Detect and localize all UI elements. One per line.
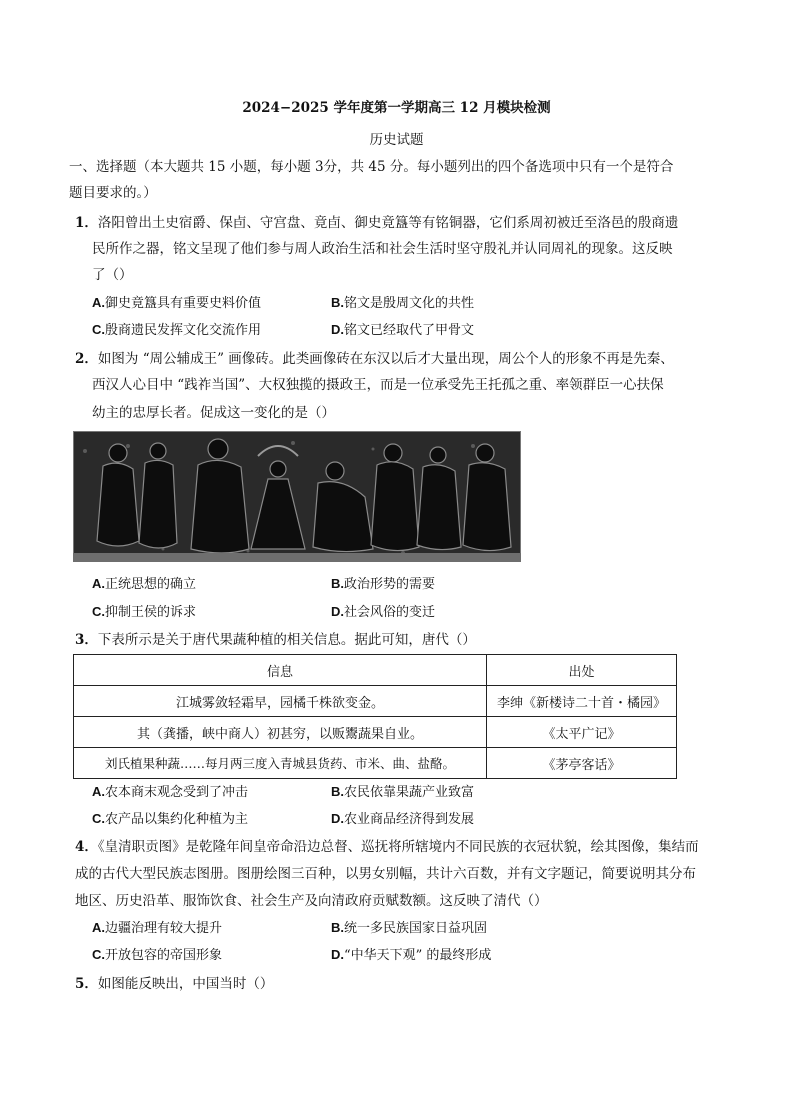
table-cell: 李绅《新楼诗二十首・橘园》 — [487, 686, 677, 717]
section-heading: 一、选择题（本大题共 15 小题，每小题 3分，共 45 分。每小题列出的四个备选项中只有一个是符合 — [69, 159, 674, 175]
question-3 — [75, 628, 476, 648]
table-cell: 其（龚播，峡中商人）初甚穷，以贩鬻蔬果自业。 — [74, 717, 487, 748]
question-2-line3: 幼主的忠厚长者。促成这一变化的是（） — [92, 405, 335, 421]
q3-option-d[interactable]: D.农业商品经济得到发展 — [331, 811, 475, 827]
q2-option-a[interactable]: A.正统思想的确立 — [92, 576, 197, 592]
table-row — [74, 748, 677, 779]
question-text: 下表所示是关于唐代果蔬种植的相关信息。据此可知，唐代（） — [97, 632, 476, 648]
q2-option-d[interactable]: D.社会风俗的变迁 — [331, 604, 436, 620]
question-1-line3: 了（） — [92, 267, 133, 283]
zhougong-relief-image — [73, 431, 521, 562]
question-1 — [75, 211, 678, 231]
table-cell: 《太平广记》 — [487, 717, 677, 748]
question-number: 4． — [75, 839, 98, 855]
q2-option-c[interactable]: C.抑制王侯的诉求 — [92, 604, 197, 620]
q3-option-a[interactable]: A.农本商末观念受到了冲击 — [92, 784, 249, 800]
table-cell: 刘氏植果种蔬……每月两三度入青城县货药、市米、曲、盐酪。 — [74, 748, 487, 779]
table-row — [74, 717, 677, 748]
q1-option-b[interactable]: B.铭文是殷周文化的共性 — [331, 295, 475, 311]
q3-option-b[interactable]: B.农民依靠果蔬产业致富 — [331, 784, 475, 800]
question-4-line3: 地区、历史沿革、服饰饮食、社会生产及向清政府贡赋数额。这反映了清代（） — [75, 893, 548, 909]
table-header-source: 出处 — [487, 655, 677, 686]
question-5 — [75, 972, 273, 992]
q2-option-b[interactable]: B.政治形势的需要 — [331, 576, 436, 592]
question-1-line2: 民所作之器，铭文呈现了他们参与周人政治生活和社会生活时坚守殷礼并认同周礼的现象。这反映 — [92, 241, 673, 257]
q1-option-d[interactable]: D.铭文已经取代了甲骨文 — [331, 322, 475, 338]
table-row — [74, 686, 677, 717]
question-4 — [75, 835, 699, 855]
q3-option-c[interactable]: C.农产品以集约化种植为主 — [92, 811, 249, 827]
question-4-line2: 成的古代大型民族志图册。图册绘图三百种，以男女别幅，共计六百数，并有文字题记，简要说明其分布 — [75, 866, 696, 882]
q4-option-b[interactable]: B.统一多民族国家日益巩固 — [331, 920, 488, 936]
question-text: 如图能反映出，中国当时（） — [97, 976, 274, 992]
q4-option-c[interactable]: C.开放包容的帝国形象 — [92, 947, 223, 963]
table-cell: 江城雾敛轻霜早，园橘千株欲变金。 — [74, 686, 487, 717]
q4-option-d[interactable]: D.“中华天下观” 的最终形成 — [331, 947, 492, 963]
question-text: 《皇清职贡图》是乾隆年间皇帝命沿边总督、巡抚将所辖境内不同民族的衣冠状貌，绘其图像，集结而 — [97, 839, 699, 855]
q4-option-a[interactable]: A.边疆治理有较大提升 — [92, 920, 223, 936]
info-table — [73, 654, 677, 779]
question-number: 1． — [75, 215, 98, 231]
subject-title: 历史试题 — [369, 132, 424, 148]
q1-option-a[interactable]: A.御史竟簋具有重要史料价值 — [92, 295, 262, 311]
question-text: 洛阳曾出土史宿爵、保卣、守宫盘、竟卣、御史竟簋等有铭铜器，它们系周初被迁至洛邑的殷商遗 — [97, 215, 679, 231]
table-header-row — [74, 655, 677, 686]
exam-title: 2024−2025 学年度第一学期高三 12 月模块检测 — [242, 100, 551, 116]
question-number: 3． — [75, 632, 98, 648]
table-cell: 《茅亭客话》 — [487, 748, 677, 779]
question-2 — [75, 347, 674, 367]
section-heading-cont: 题目要求的。） — [69, 185, 157, 201]
question-text: 如图为 “周公辅成王” 画像砖。此类画像砖在东汉以后才大量出现，周公个人的形象不再是先秦、 — [97, 351, 674, 367]
question-2-line2: 西汉人心目中 “践祚当国”、大权独揽的摄政王，而是一位承受先王托孤之重、率领群臣一心扶保 — [92, 377, 664, 393]
q1-option-c[interactable]: C.殷商遗民发挥文化交流作用 — [92, 322, 262, 338]
question-number: 2． — [75, 351, 98, 367]
question-number: 5． — [75, 976, 98, 992]
table-header-info: 信息 — [74, 655, 487, 686]
